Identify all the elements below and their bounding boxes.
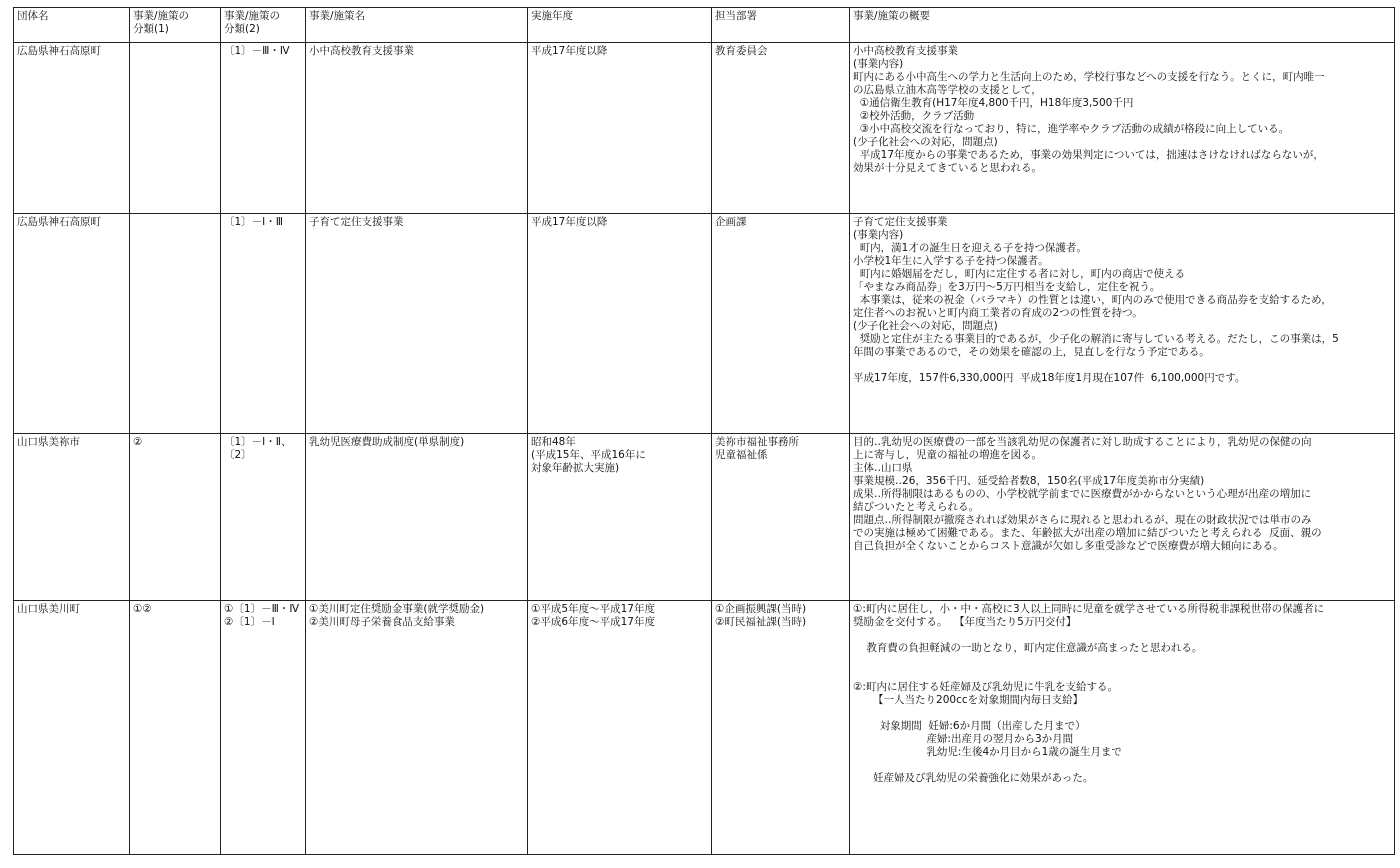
summary-line: 上に寄与し，児童の福祉の増進を図る。 xyxy=(853,448,1042,461)
summary-line: 小学校1年生に入学する子を持つ保護者。 xyxy=(853,255,1049,268)
project-name-cell: ①美川町定住奨励金事業(就学奨励金) ②美川町母子栄養食品支給事業 xyxy=(306,600,528,854)
summary-line: 小中高校教育支援事業 xyxy=(853,45,958,57)
summary-line: 「やまなみ商品券」を3万円～5万円相当を支給し，定住を祝う。 xyxy=(853,281,1161,294)
summary-line: ②:町内に居住する妊産婦及び乳幼児に牛乳を支給する。 xyxy=(853,680,1118,693)
summary-line: 対象期間 妊婦:6か月間（出産した月まで） xyxy=(853,719,1086,732)
summary-line: 目的‥乳幼児の医療費の一部を当該乳幼児の保護者に対し助成することにより，乳幼児の保健の向 xyxy=(853,435,1312,448)
summary-line: (事業内容) xyxy=(853,58,904,70)
category-2-cell: 〔1〕－Ⅲ・Ⅳ xyxy=(221,43,306,214)
summary-line: 年間の事業であるので，その効果を確認の上，見直しを行なう予定である。 xyxy=(853,346,1210,359)
category-1-cell xyxy=(130,43,221,214)
summary-line: 効果が十分見えてきていると思われる。 xyxy=(853,162,1042,174)
year-cell: 昭和48年 (平成15年、平成16年に 対象年齢拡大実施) xyxy=(528,433,712,600)
summary-line: 町内，満1才の誕生日を迎える子を持つ保護者。 xyxy=(853,242,1087,255)
summary-line xyxy=(853,707,1391,720)
summary-line: 子育て定住支援事業 xyxy=(853,216,948,229)
summary-line: ③小中高校交流を行なっており，特に，進学率やクラブ活動の成績が格段に向上している。 xyxy=(853,123,1290,135)
category-2-cell: 〔1〕－Ⅰ・Ⅲ xyxy=(221,214,306,434)
header-year: 実施年度 xyxy=(528,8,712,43)
category-1-cell xyxy=(130,214,221,434)
table-row xyxy=(14,433,1395,600)
summary-line xyxy=(853,655,1391,668)
summary-line xyxy=(853,629,1391,642)
org-cell: 山口県美川町 xyxy=(14,600,130,854)
year-cell: 平成17年度以降 xyxy=(528,43,712,214)
org-cell: 広島県神石高原町 xyxy=(14,214,130,434)
summary-line: 平成17年度，157件6,330,000円 平成18年度1月現在107件 6,100,000円です。 xyxy=(853,372,1246,385)
summary-line: 自己負担が全くないことからコスト意識が欠如し多重受診などで医療費が増大傾向にある。 xyxy=(853,539,1284,552)
header-project-name: 事業/施策名 xyxy=(306,8,528,43)
summary-line: (事業内容) xyxy=(853,229,904,242)
summary-line: の広島県立油木高等学校の支援として， xyxy=(853,84,1042,96)
summary-line: 奨励と定住が主たる事業目的であるが，少子化の解消に寄与している考える。だたし，この事業は，5 xyxy=(853,333,1339,346)
summary-cell xyxy=(850,600,1395,854)
summary-line: ①通信衛生教育(H17年度4,800千円，H18年度3,500千円 xyxy=(853,97,1134,109)
summary-line: (少子化社会への対応，問題点) xyxy=(853,136,998,148)
summary-line: 教育費の負担軽減の一助となり，町内定住意識が高まったと思われる。 xyxy=(853,641,1203,654)
summary-line: 結びついたと考えられる。 xyxy=(853,500,979,513)
summary-line: 本事業は，従来の祝金（バラマキ）の性質とは違い，町内のみで使用できる商品券を支給するため， xyxy=(853,294,1332,307)
summary-line: 妊産婦及び乳幼児の栄養強化に効果があった。 xyxy=(853,771,1094,784)
summary-line: 乳幼児:生後4か月目から1歳の誕生月まで xyxy=(853,745,1122,758)
project-table xyxy=(13,7,1395,855)
year-cell: ①平成5年度～平成17年度 ②平成6年度～平成17年度 xyxy=(528,600,712,854)
summary-line: ①:町内に居住し，小・中・高校に3人以上同時に児童を就学させている所得税非課税世帯の保護者に xyxy=(853,602,1325,615)
summary-line: 定住者へのお祝いと町内商工業者の育成の2つの性質を持つ。 xyxy=(853,307,1143,320)
summary-line xyxy=(853,359,1391,372)
project-name-cell: 小中高校教育支援事業 xyxy=(306,43,528,214)
summary-line: 事業規模‥26，356千円、延受給者数8，150名(平成17年度美祢市分実績) xyxy=(853,474,1205,487)
category-2-cell: ①〔1〕－Ⅲ・Ⅳ ②〔1〕－Ⅰ xyxy=(221,600,306,854)
department-cell: 企画課 xyxy=(712,214,850,434)
summary-line: 【一人当たり200ccを対象期間内毎日支給】 xyxy=(853,693,1084,706)
summary-line: 問題点‥所得制限が撤廃されれば効果がさらに現れると思われるが、現在の財政状況では単市のみ xyxy=(853,513,1312,526)
summary-line: での実施は極めて困難である。また、年齢拡大が出産の増加に結びついたと考えられる 反面、親の xyxy=(853,526,1322,539)
org-cell: 広島県神石高原町 xyxy=(14,43,130,214)
summary-line: 奨励金を交付する。 【年度当たり5万円交付】 xyxy=(853,615,1077,628)
summary-line: 町内に婚姻届をだし，町内に定住する者に対し，町内の商店で使える xyxy=(853,268,1186,281)
summary-line: 主体‥山口県 xyxy=(853,461,913,474)
category-1-cell: ② xyxy=(130,433,221,600)
summary-cell xyxy=(850,43,1395,214)
table-row xyxy=(14,43,1395,214)
department-cell: ①企画振興課(当時) ②町民福祉課(当時) xyxy=(712,600,850,854)
summary-line: (少子化社会への対応，問題点) xyxy=(853,320,998,333)
summary-line: 平成17年度からの事業であるため，事業の効果判定については，拙速はさけなければならないが， xyxy=(853,149,1324,161)
header-category-2: 事業/施策の 分類(2) xyxy=(221,8,306,43)
summary-line: 町内にある小中高生への学力と生活向上のため，学校行事などへの支援を行なう。とくに，町内唯一 xyxy=(853,71,1325,83)
project-name-cell: 子育て定住支援事業 xyxy=(306,214,528,434)
table-row xyxy=(14,214,1395,434)
summary-cell xyxy=(850,214,1395,434)
header-row xyxy=(14,8,1395,43)
summary-cell xyxy=(850,433,1395,600)
header-summary: 事業/施策の概要 xyxy=(850,8,1395,43)
summary-line: 産婦:出産月の翌月から3か月間 xyxy=(853,732,1074,745)
summary-line xyxy=(853,759,1391,772)
org-cell: 山口県美祢市 xyxy=(14,433,130,600)
header-org: 団体名 xyxy=(14,8,130,43)
department-cell: 美祢市福祉事務所 児童福祉係 xyxy=(712,433,850,600)
department-cell: 教育委員会 xyxy=(712,43,850,214)
header-category-1: 事業/施策の 分類(1) xyxy=(130,8,221,43)
table-row xyxy=(14,600,1395,854)
category-2-cell: 〔1〕－Ⅰ・Ⅱ、 〔2〕 xyxy=(221,433,306,600)
year-cell: 平成17年度以降 xyxy=(528,214,712,434)
category-1-cell: ①② xyxy=(130,600,221,854)
summary-line xyxy=(853,668,1391,681)
summary-line: ②校外活動，クラブ活動 xyxy=(853,110,975,122)
summary-line: 成果‥所得制限はあるものの、小学校就学前までに医療費がかからないという心理が出産の増加に xyxy=(853,487,1312,500)
header-department: 担当部署 xyxy=(712,8,850,43)
project-name-cell: 乳幼児医療費助成制度(単県制度) xyxy=(306,433,528,600)
